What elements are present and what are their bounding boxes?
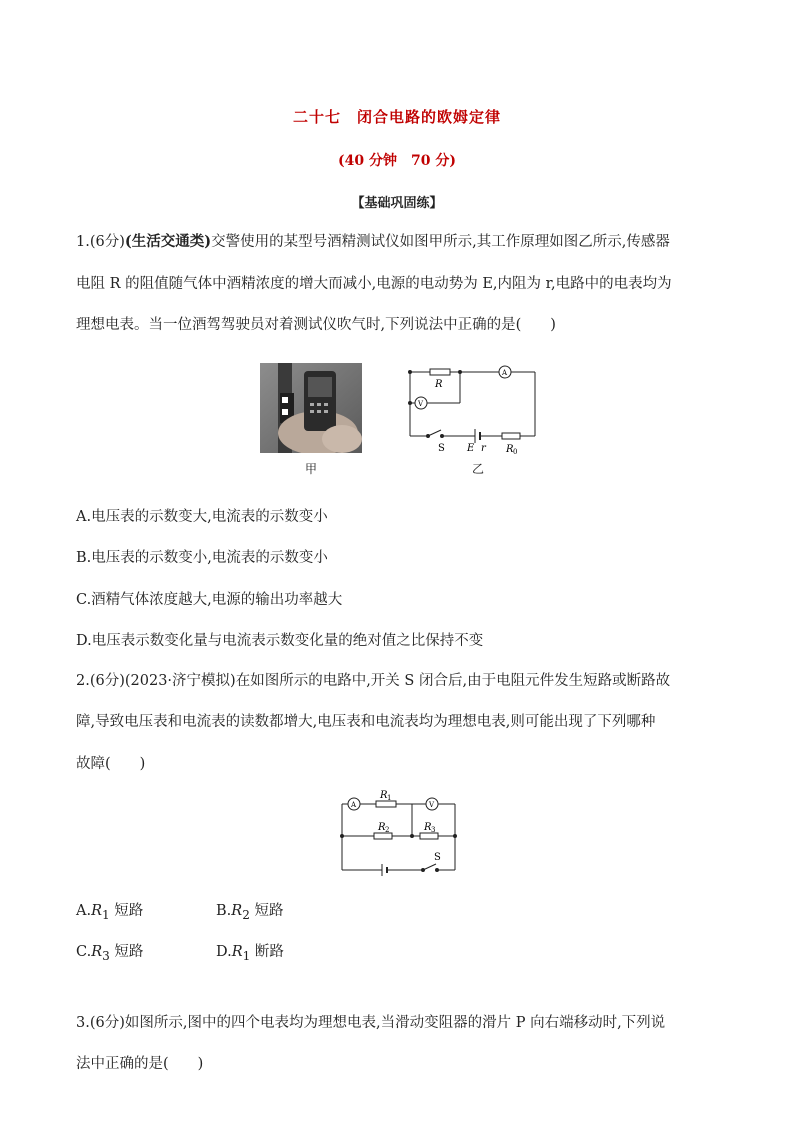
emf-label: E [467,443,475,454]
q2-voltmeter-label: V [429,801,435,809]
q2-circuit-diagram [336,790,461,880]
q1-option-d: D.电压表示数变化量与电流表示数变化量的绝对值之比保持不变 [76,633,484,649]
q1-tag: (生活交通类) [124,233,212,250]
q1-circuit-diagram [405,362,540,462]
q2-option-c: $C.R_3$ 短路 [76,944,144,963]
q1-line1 [76,232,726,252]
q1-option-c: C.酒精气体浓度越大,电源的输出功率越大 [76,592,343,608]
q1-option-b: B.电压表的示数变小,电流表的示数变小 [76,550,328,566]
q2-option-d: $D.R_1$ 断路 [216,944,284,963]
page-title: 二十七 闭合电路的欧姆定律 [292,108,501,126]
q2-line2: 障,导致电压表和电流表的读数都增大,电压表和电流表均为理想电表,则可能出现了下列哪种 [76,714,656,730]
q2-r3-label: R [424,822,432,833]
q2-ammeter-label: A [351,801,357,809]
q2-line1: 2.(6分)(2023·济宁模拟)在如图所示的电路中,开关 S 闭合后,由于电阻元件发生短路或断路故 [76,673,671,689]
voltmeter-label: V [418,400,424,408]
fig-a-caption: 甲 [305,462,318,476]
internal-resistance-label: r [481,443,486,454]
q1-line2: 电阻 R 的阻值随气体中酒精浓度的增大而减小,电源的电动势为 E,内阻为 r,电路中的电表均为 [76,276,672,292]
q1-option-a: A.电压表的示数变大,电流表的示数变小 [76,509,328,525]
q2-r1-label: R [380,790,388,801]
switch-label: S [438,443,445,454]
q2-option-a: $A.R_1$ 短路 [76,903,144,922]
q1-line3: 理想电表。当一位酒驾驾驶员对着测试仪吹气时,下列说法中正确的是( ) [76,317,556,333]
q2-line3: 故障( ) [76,756,146,772]
q3-line2: 法中正确的是( ) [76,1056,204,1072]
q2-switch-label: S [434,852,441,863]
q1-line1-text: 交警使用的某型号酒精测试仪如图甲所示,其工作原理如图乙所示,传感器 [211,234,670,250]
q2-r2-subscript: 2 [385,826,390,834]
q2-r2-label: R [378,822,386,833]
breathalyzer-photo [260,363,362,453]
circuit-label-r: R [435,379,443,390]
q1-number: 1.(6分) [76,234,125,250]
ammeter-label: A [502,369,508,377]
q2-option-b: $B.R_2$ 短路 [216,903,284,922]
page-subtitle: (40 分钟 70 分) [338,153,456,169]
fig-b-caption: 乙 [472,462,485,476]
section-heading: 【基础巩固练】 [351,196,443,211]
q2-r1-subscript: 1 [387,794,392,802]
q2-r3-subscript: 3 [431,826,436,834]
r0-label: R [506,444,514,455]
q3-line1: 3.(6分)如图所示,图中的四个电表均为理想电表,当滑动变阻器的滑片 P 向右端移动时,下列说 [76,1015,666,1031]
r0-subscript: 0 [513,448,518,456]
